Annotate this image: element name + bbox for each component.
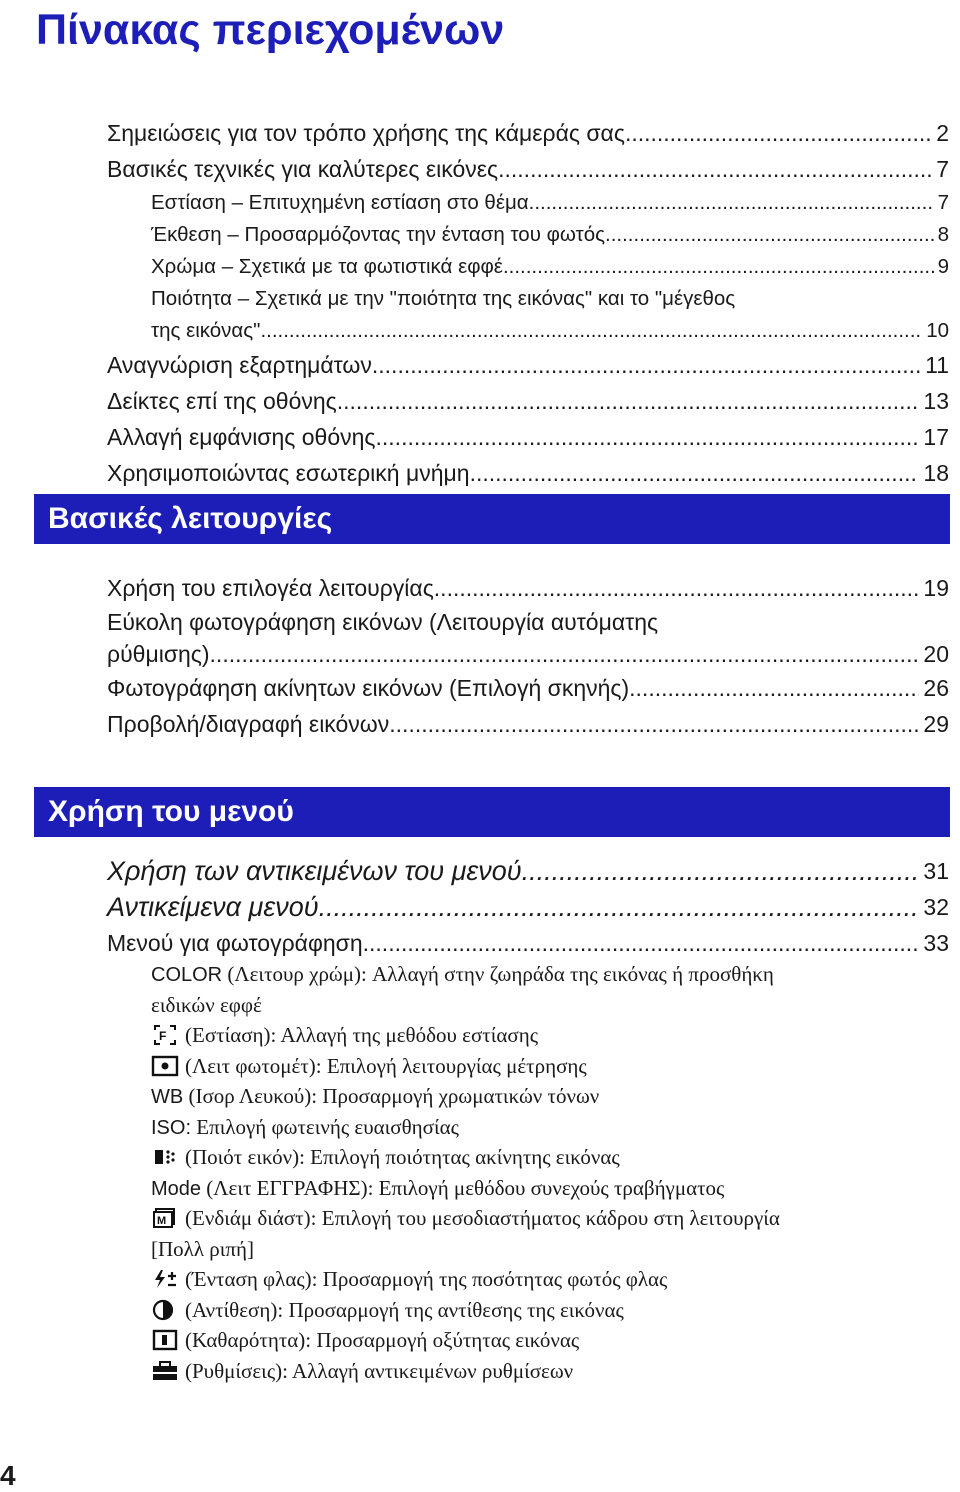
svg-text:M: M bbox=[157, 1215, 167, 1227]
toc-entry[interactable]: Βασικές τεχνικές για καλύτερες εικόνες ..... 7 bbox=[107, 151, 949, 187]
menu-entry-wb[interactable]: WB (Ισορ Λευκού): Προσαρμογή χρωματικών τόνων bbox=[151, 1084, 600, 1108]
toc-subentry[interactable]: Έκθεση – Προσαρμόζοντας την ένταση του φωτός ..... 8 bbox=[107, 219, 949, 251]
contrast-icon bbox=[151, 1299, 179, 1321]
toc-entry[interactable]: Χρήση του επιλογέα λειτουργίας ..... 19 bbox=[107, 570, 949, 606]
toc-entry[interactable]: Χρήση των αντικειμένων του μενού ..... 31 bbox=[107, 853, 949, 889]
toc-menu bbox=[107, 853, 949, 961]
image-quality-icon bbox=[151, 1146, 179, 1168]
menu-entry-focus[interactable]: F (Εστίαση): Αλλαγή της μεθόδου εστίασης bbox=[151, 1020, 941, 1051]
menu-entry-color[interactable]: COLOR (Λειτουρ χρώμ): Αλλαγή στην ζωηράδα της εικόνας ή προσθήκη bbox=[151, 962, 774, 986]
toc-intro bbox=[107, 115, 949, 491]
burst-interval-icon bbox=[151, 1207, 179, 1229]
toc-entry[interactable]: Μενού για φωτογράφηση ..... 33 bbox=[107, 925, 949, 961]
toc-entry[interactable]: Αναγνώριση εξαρτημάτων ..... 11 bbox=[107, 347, 949, 383]
focus-icon bbox=[151, 1024, 179, 1046]
menu-entry-mode[interactable]: Mode (Λειτ ΕΓΓΡΑΦΗΣ): Επιλογή μεθόδου συνεχούς τραβήγματος bbox=[151, 1175, 725, 1200]
menu-entry-iso[interactable]: ISO: Επιλογή φωτεινής ευαισθησίας bbox=[151, 1114, 459, 1139]
toc-entry[interactable]: Σημειώσεις για τον τρόπο χρήσης της κάμεράς σας ..... 2 bbox=[107, 115, 949, 151]
toc-basic bbox=[107, 570, 949, 742]
toc-entry[interactable]: Φωτογράφηση ακίνητων εικόνων (Επιλογή σκηνής) ..... 26 bbox=[107, 670, 949, 706]
toc-entry[interactable]: Προβολή/διαγραφή εικόνων ..... 29 bbox=[107, 706, 949, 742]
section-banner-menu: Χρήση του μενού bbox=[34, 787, 950, 837]
shooting-menu-list bbox=[151, 959, 941, 1386]
menu-entry-sharpness[interactable]: (Καθαρότητα): Προσαρμογή οξύτητας εικόνας bbox=[151, 1325, 941, 1356]
menu-entry-metering[interactable]: (Λειτ φωτομέτ): Επιλογή λειτουργίας μέτρησης bbox=[151, 1051, 941, 1082]
toc-entry[interactable]: Αντικείμενα μενού ..... 32 bbox=[107, 889, 949, 925]
menu-entry-setup[interactable]: (Ρυθμίσεις): Αλλαγή αντικειμένων ρυθμίσεων bbox=[151, 1356, 941, 1387]
spot-meter-icon bbox=[151, 1055, 179, 1077]
page-number: 4 bbox=[0, 1460, 16, 1491]
page-title: Πίνακας περιεχομένων bbox=[36, 6, 505, 54]
menu-entry-quality[interactable]: (Ποιότ εικόν): Επιλογή ποιότητας ακίνητης εικόνας bbox=[151, 1142, 941, 1173]
menu-entry-interval-cont: [Πολλ ριπή] bbox=[151, 1236, 254, 1261]
toc-entry[interactable]: Αλλαγή εμφάνισης οθόνης ..... 17 bbox=[107, 419, 949, 455]
toc-entry[interactable]: Δείκτες επί της οθόνης ..... 13 bbox=[107, 383, 949, 419]
sharpness-icon bbox=[151, 1329, 179, 1351]
toc-subentry-multiline[interactable]: Ποιότητα – Σχετικά με την "ποιότητα της εικόνας" και το "μέγεθος της εικόνας" ..... 10 bbox=[107, 283, 949, 347]
menu-entry-color-cont: ειδικών εφφέ bbox=[151, 992, 262, 1017]
svg-text:F: F bbox=[159, 1029, 167, 1043]
flash-level-icon bbox=[151, 1268, 179, 1290]
toc-subentry[interactable]: Εστίαση – Επιτυχημένη εστίαση στο θέμα ..... 7 bbox=[107, 187, 949, 219]
toc-entry-multiline[interactable]: Εύκολη φωτογράφηση εικόνων (Λειτουργία αυτόματης ρύθμισης) ..... 20 bbox=[107, 606, 949, 670]
menu-entry-interval[interactable]: M (Ενδιάμ διάστ): Επιλογή του μεσοδιαστήματος κάδρου στη λειτουργία bbox=[151, 1203, 941, 1234]
section-banner-basic: Βασικές λειτουργίες bbox=[34, 494, 950, 544]
toc-subentry[interactable]: Χρώμα – Σχετικά με τα φωτιστικά εφφέ ..... 9 bbox=[107, 251, 949, 283]
toolbox-icon bbox=[151, 1360, 179, 1382]
menu-entry-contrast[interactable]: (Αντίθεση): Προσαρμογή της αντίθεσης της εικόνας bbox=[151, 1295, 941, 1326]
menu-entry-flash[interactable]: (Ένταση φλας): Προσαρμογή της ποσότητας φωτός φλας bbox=[151, 1264, 941, 1295]
toc-entry[interactable]: Χρησιμοποιώντας εσωτερική μνήμη ..... 18 bbox=[107, 455, 949, 491]
